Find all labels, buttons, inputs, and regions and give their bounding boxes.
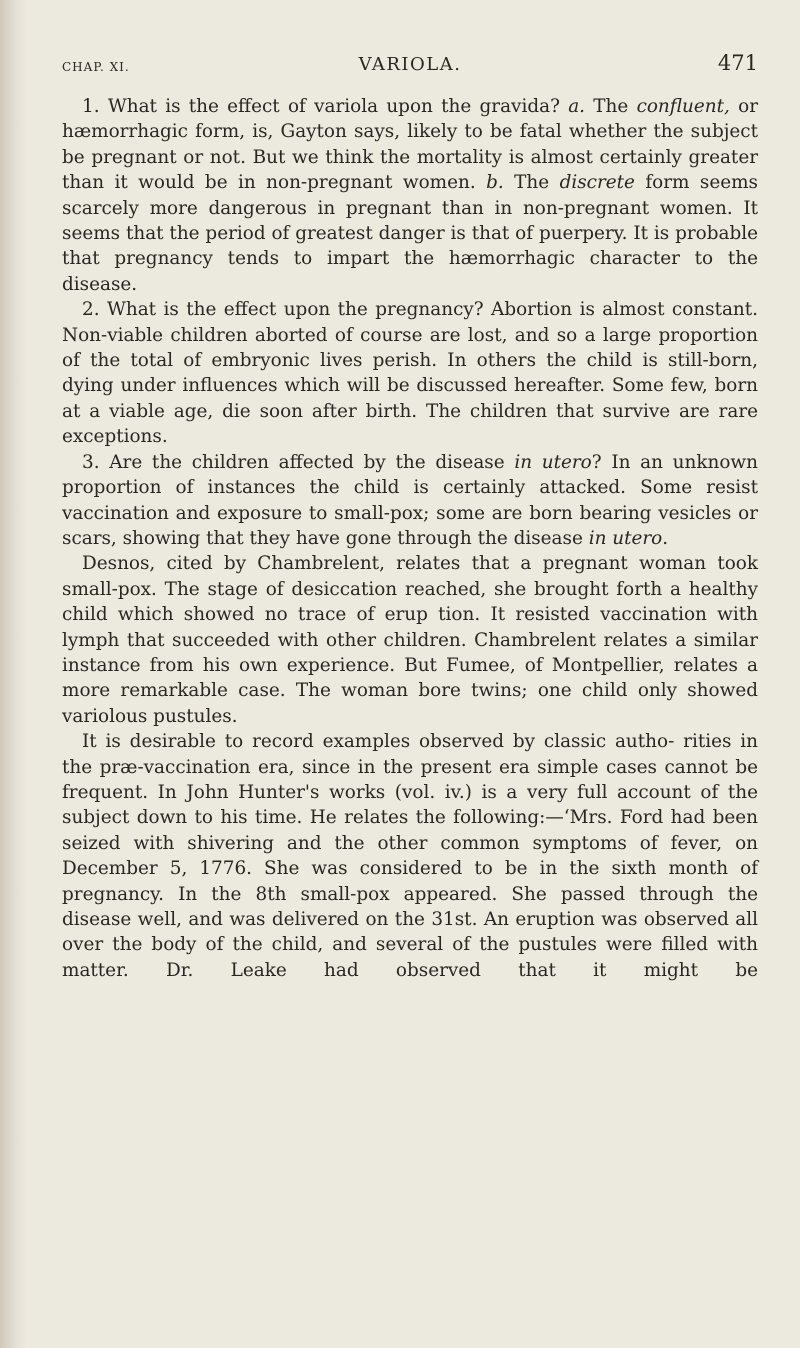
paragraph-question-2: 2. What is the effect upon the pregnancy? Abortion is almost constant. Non-viable children aborted of course are lost, and so a large proportion of the total of embryonic lives perish. In others the child is still-born, dying under influences which will be discussed hereafter. Some few, born at a viable age, die soon after birth. The children that survive are rare exceptions.: [62, 299, 758, 448]
paragraph-text: form seems scarcely more dangerous in pregnant than in non-pregnant women. It seems that the period of greatest danger is that of puerpery. It is probable that pregnancy tends to impart the hæmorrhagic character to the disease.: [62, 172, 758, 295]
book-page: [62, 46, 758, 983]
italic-term: in utero: [588, 527, 663, 549]
page-number: 471: [717, 51, 758, 75]
paragraph-text: 3. Are the children affected by the disease: [82, 451, 515, 473]
paragraph-text: or hæmorrhagic form, is, Gayton says, likely to be fatal whether the subject be pregnant or not. But we think the mortality is almost certainly greater than it would be in non-pregnant women.: [62, 96, 758, 194]
italic-term: discrete: [559, 172, 635, 194]
italic-label: a.: [568, 96, 586, 117]
running-head: [62, 46, 758, 86]
paragraph-text: ? In an unknown proportion of instances the child is certainly attacked. Some resist vaccination and exposure to small-pox; some are born bearing vesicles or scars, showing that they have gone through the disease: [62, 451, 758, 549]
paragraph-desnos-case: Desnos, cited by Chambrelent, relates that a pregnant woman took small-pox. The stage of desiccation reached, she brought forth a healthy child which showed no trace of erup tion. It resisted vaccination with lymph that succeeded with other children. Chambrelent relates a similar instance from his own experience. But Fumee, of Montpellier, relates a more remarkable case. The woman bore twins; one child only showed variolous pustules.: [62, 553, 758, 727]
book-gutter-shadow: [0, 0, 26, 1348]
chapter-label: CHAP. XI.: [62, 60, 130, 74]
body-text: [62, 94, 758, 983]
paragraph-text: .: [662, 527, 669, 549]
running-title: VARIOLA.: [358, 54, 462, 75]
paragraph-hunter-case: It is desirable to record examples observed by classic autho- rities in the præ-vaccination era, since in the present era simple cases cannot be frequent. In John Hunter's works (vol. iv.) is a very full account of the subject down to his time. He relates the following:—‘Mrs. Ford had been seized with shivering and the other common symptoms of fever, on December 5, 1776. She was considered to be in the sixth month of pregnancy. In the 8th small-pox appeared. She passed through the disease well, and was delivered on the 31st. An eruption was observed all over the body of the child, and several of the pustules were filled with matter. Dr. Leake had observed that it might be: [62, 731, 758, 981]
italic-label: b.: [486, 172, 504, 194]
paragraph-question-1: [62, 94, 758, 297]
paragraph-question-3: [62, 450, 758, 552]
paragraph-text: The: [503, 172, 560, 194]
paragraph-text: 1. What is the effect of variola upon the gravida?: [82, 96, 569, 117]
paragraph-text: The: [585, 96, 637, 117]
italic-term: in utero: [514, 451, 592, 473]
italic-term: confluent,: [636, 96, 730, 117]
